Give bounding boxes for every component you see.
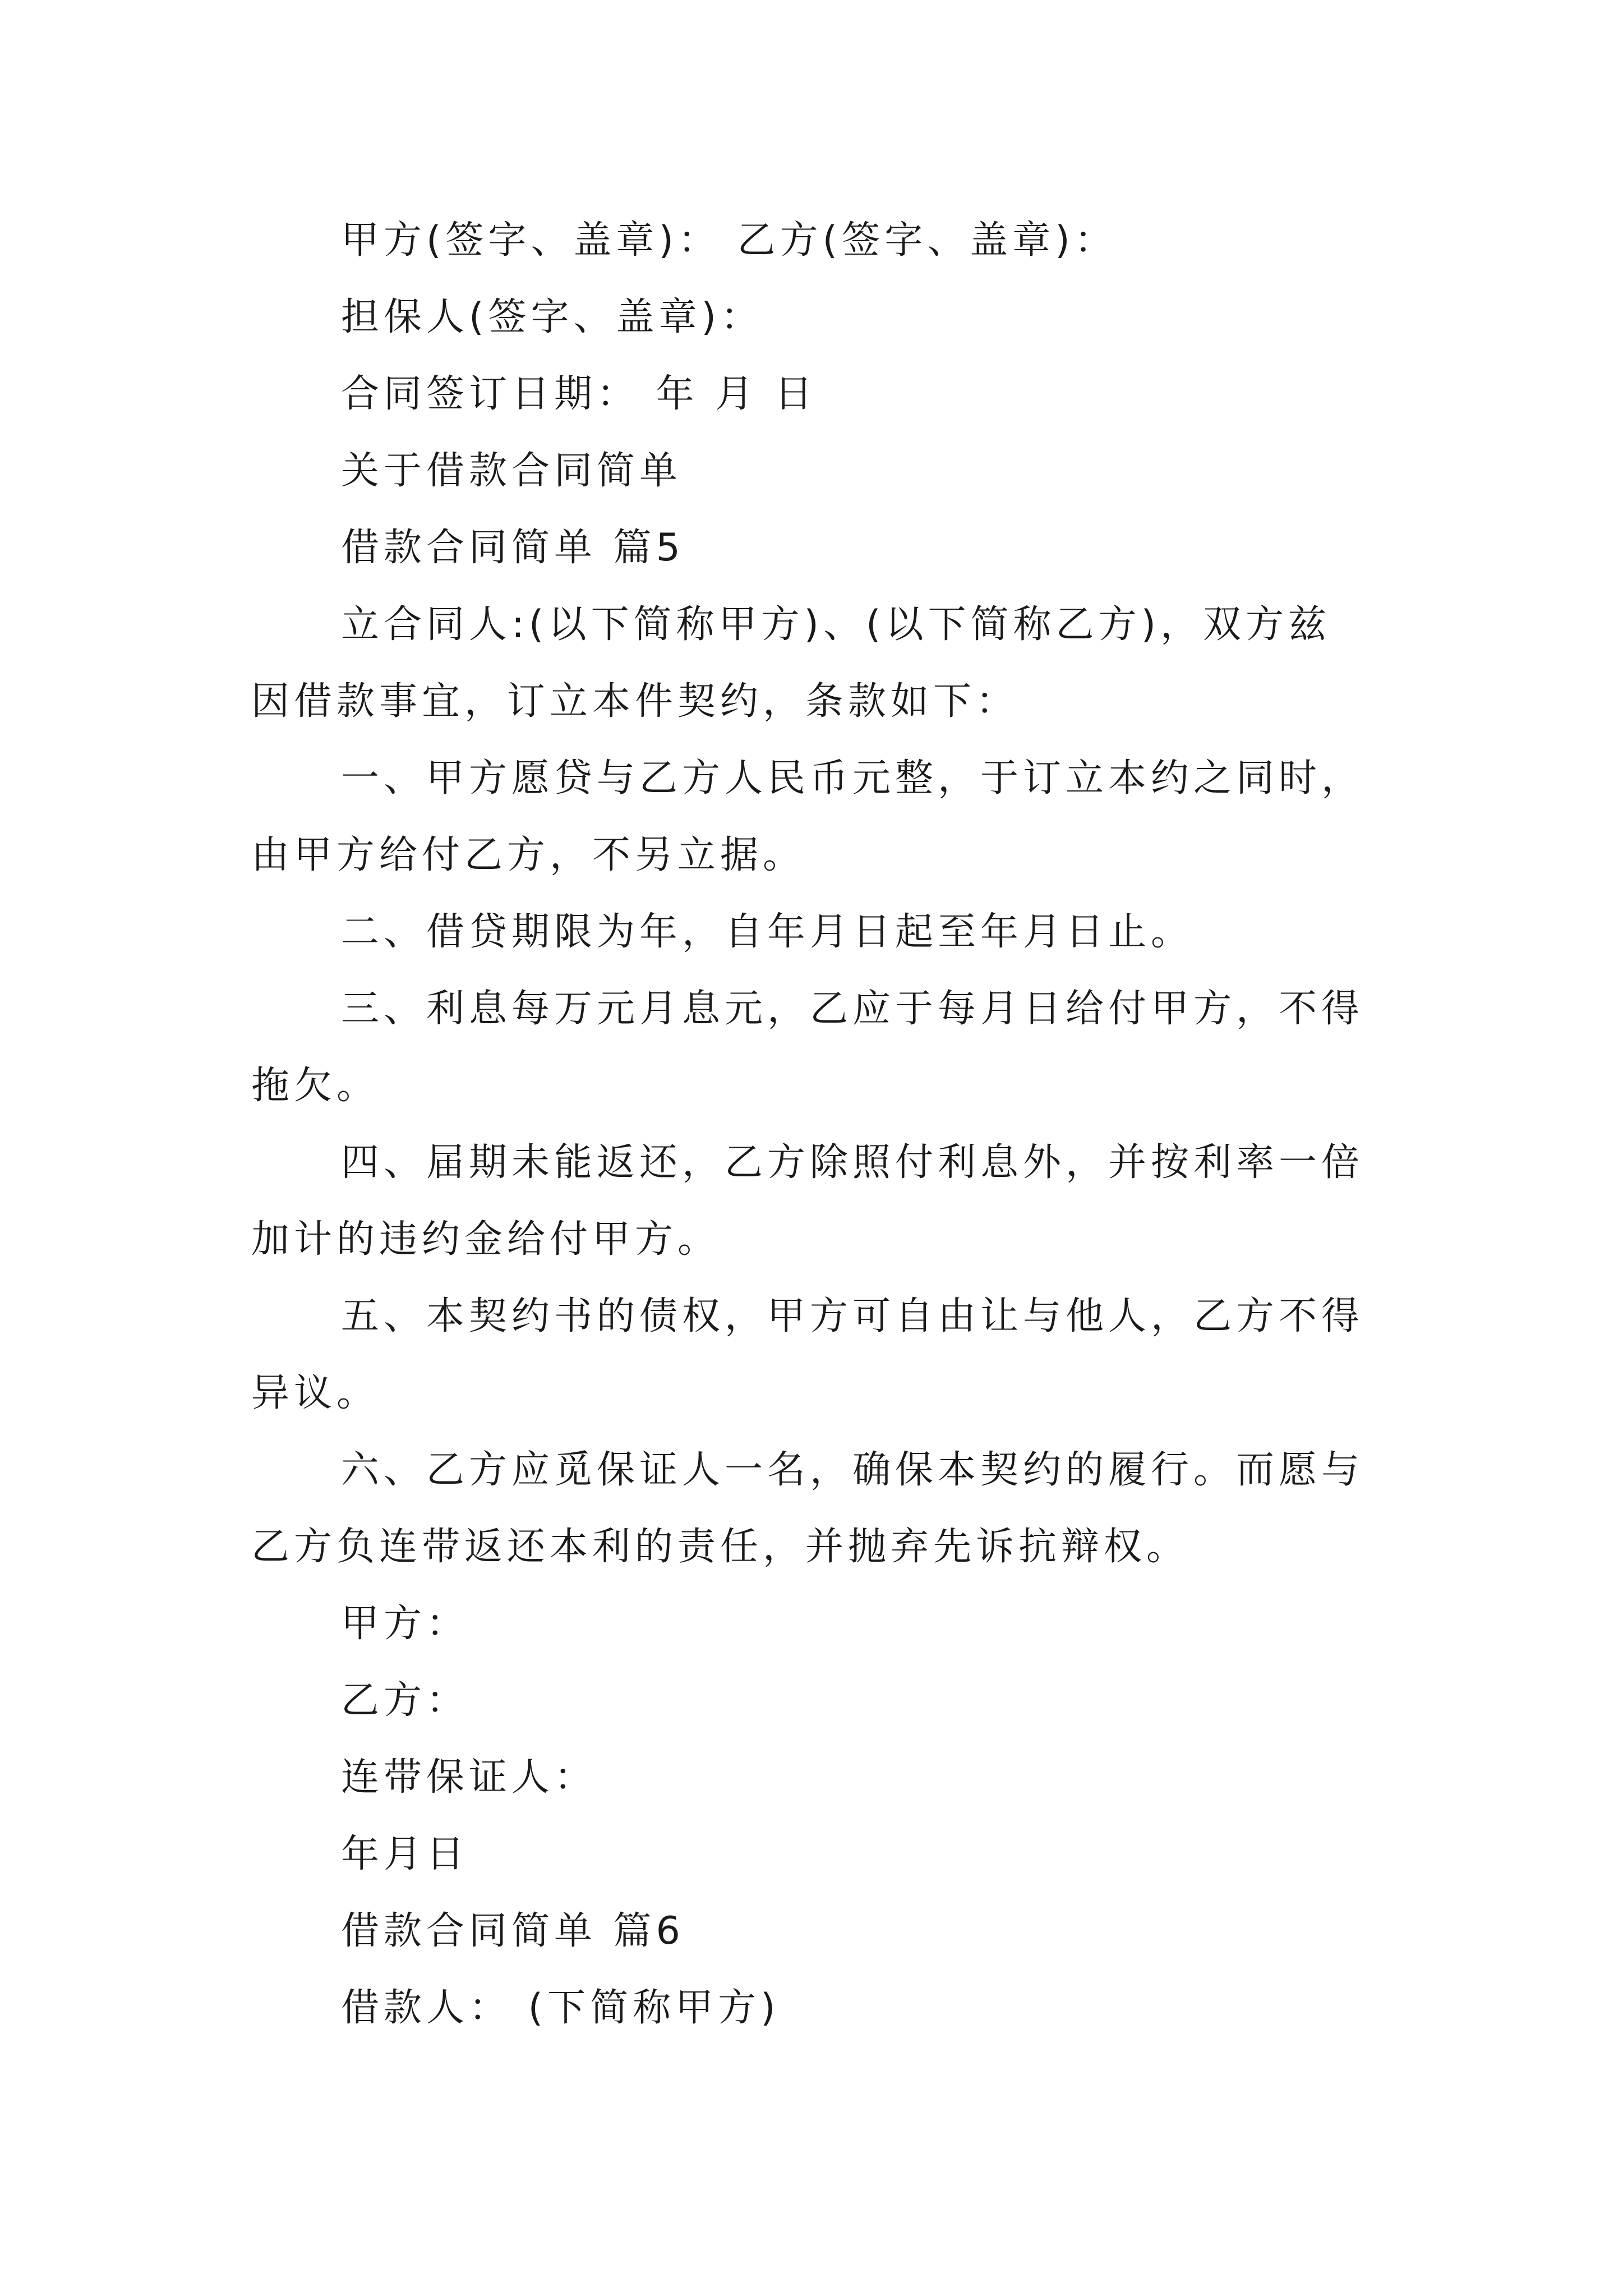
section-heading: 关于借款合同简单: [341, 449, 683, 493]
clause-6: [251, 1432, 1395, 1585]
chapter-title-5: 借款合同简单 篇5: [341, 526, 685, 570]
paragraph-line: 六、乙方应觅保证人一名，确保本契约的履行。而愿与: [341, 1448, 1364, 1492]
paragraph-line: 乙方负连带返还本利的责任，并抛弃先诉抗辩权。: [251, 1525, 1189, 1569]
contract-date-line: 合同签订日期： 年 月 日: [341, 372, 817, 416]
clause-4: [251, 1124, 1395, 1278]
paragraph-line: 由甲方给付乙方，不另立据。: [251, 833, 806, 877]
clause-1: [251, 740, 1395, 894]
paragraph-line: 加计的违约金给付甲方。: [251, 1217, 721, 1262]
joint-guarantor-line: 连带保证人：: [341, 1755, 597, 1800]
clause-5: [251, 1278, 1395, 1432]
chapter-title-6: 借款合同简单 篇6: [341, 1909, 685, 1953]
party-b-line: 乙方：: [341, 1678, 469, 1723]
paragraph-line: 一、甲方愿贷与乙方人民币元整，于订立本约之同时，: [341, 756, 1364, 800]
document-body: [251, 202, 1395, 2046]
clause-3: [251, 970, 1395, 1124]
clause-2: [251, 894, 1395, 970]
paragraph-line: 立合同人:(以下简称甲方)、(以下简称乙方)，双方兹: [341, 602, 1331, 647]
paragraph-line: 二、借贷期限为年，自年月日起至年月日止。: [341, 910, 1194, 954]
paragraph-line: 三、利息每万元月息元，乙应于每月日给付甲方，不得: [341, 987, 1364, 1031]
paragraph-line: 四、届期未能返还，乙方除照付利息外，并按利率一倍: [341, 1140, 1364, 1185]
paragraph-intro: [251, 586, 1395, 740]
borrower-line: 借款人： (下简称甲方): [341, 1986, 780, 2030]
party-a-line: 甲方：: [341, 1602, 469, 1646]
party-a-b-signature-line: 甲方(签字、盖章)： 乙方(签字、盖章)：: [341, 218, 1117, 263]
guarantor-signature-line: 担保人(签字、盖章)：: [341, 295, 764, 339]
paragraph-line: 五、本契约书的债权，甲方可自由让与他人，乙方不得: [341, 1294, 1364, 1338]
date-line: 年月日: [341, 1832, 469, 1876]
paragraph-line: 异议。: [251, 1371, 380, 1415]
paragraph-line: 因借款事宜，订立本件契约，条款如下：: [251, 679, 1019, 724]
paragraph-line: 拖欠。: [251, 1064, 380, 1108]
